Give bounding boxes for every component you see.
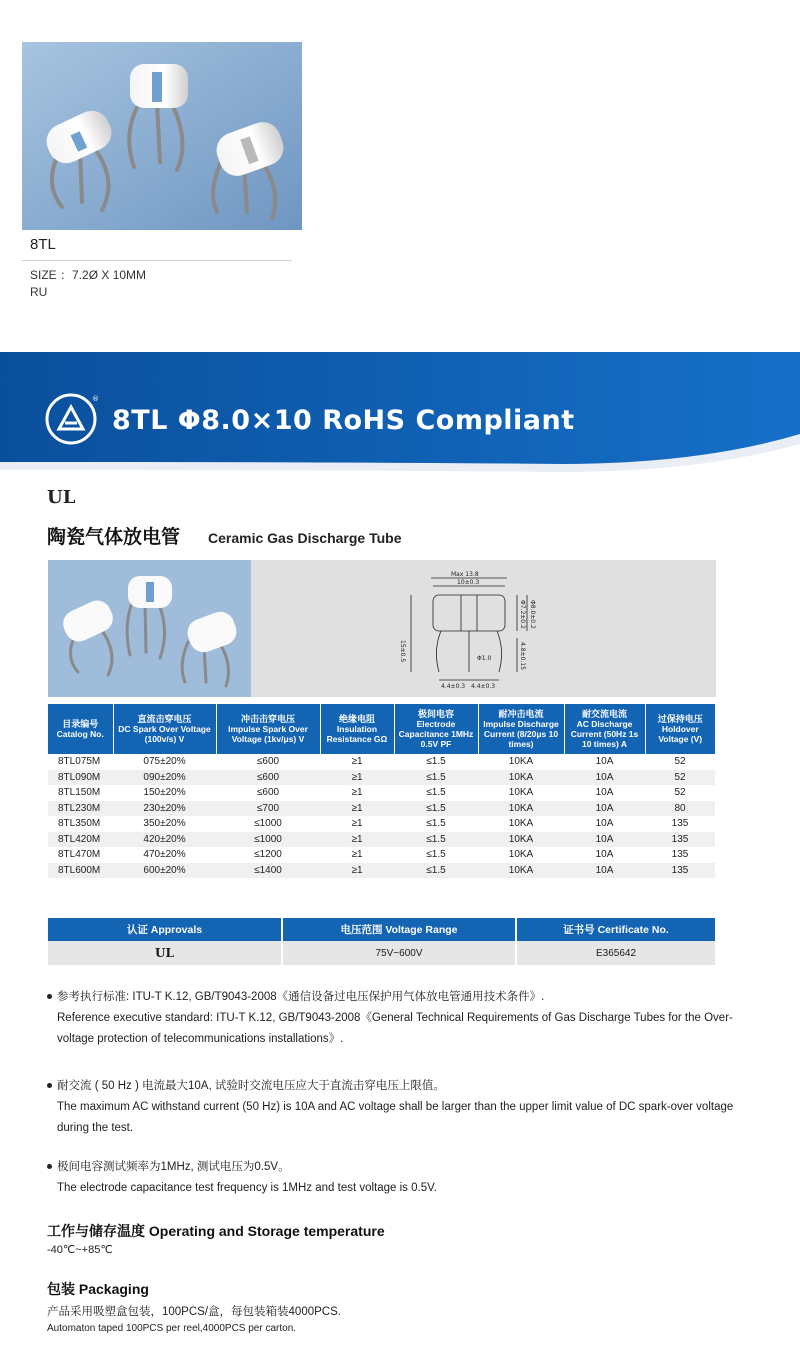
gas-tube-photo-illustration [22,42,302,230]
table-cell: 135 [645,863,715,879]
table-cell: 8TL600M [48,863,113,879]
table-cell: 52 [645,770,715,786]
table-cell: 135 [671,849,689,861]
packaging-line-cn: 产品采用吸塑盒包装，100PCS/盒，每包装箱装4000PCS. [47,1306,341,1318]
table-cell: ≥1 [351,756,363,768]
approvals-header: 认证 Approvals [48,918,282,941]
bullet-icon [47,1083,52,1088]
table-cell: ≤1.5 [394,801,478,817]
operating-heading: 工作与储存温度 Operating and Storage temperature [47,1223,385,1239]
table-cell: 10A [564,832,645,848]
table-row [48,801,715,817]
table-cell: 10KA [478,863,564,879]
dim-pitch-left: 4.4±0.3 [441,683,466,690]
table-cell: ≥1 [351,787,363,799]
operating-value: -40℃~+85℃ [47,1244,113,1256]
table-cell: 10KA [478,832,564,848]
table-cell: 10A [564,863,645,879]
table-cell: 10A [595,849,614,861]
header-holdover: 过保持电压 Holdover Voltage (V) [645,704,715,754]
header-catalog: 目录编号 Catalog No. [48,704,113,754]
table-cell: 135 [671,818,689,830]
table-cell: 8TL150M [58,787,101,799]
table-cell: 350±20% [143,818,186,830]
product-photo-small [48,560,251,697]
table-row [48,863,715,879]
dim-outer-diameter: Φ8.0±0.2 [529,600,536,629]
table-cell: 090±20% [113,770,216,786]
table-cell: 8TL230M [48,801,113,817]
table-cell: ≤1.5 [394,770,478,786]
table-cell: ≤1.5 [426,756,446,768]
table-cell: ≤1200 [254,849,282,861]
voltage-range-header: 电压范围 Voltage Range [282,918,516,941]
dim-lead-diameter: Φ1.0 [477,655,492,662]
product-name-en: Ceramic Gas Discharge Tube [208,530,402,546]
product-photo [22,42,302,230]
table-cell: ≥1 [320,863,394,879]
table-cell: 10KA [478,770,564,786]
table-row [48,847,715,863]
svg-text:®: ® [92,395,99,403]
table-cell: 8TL090M [48,770,113,786]
table-cell: ≤600 [256,756,280,768]
product-size: SIZE ：7.2Ø X 10MM [30,268,147,282]
ul-certification-mark: UL [47,487,76,508]
table-cell: 600±20% [113,863,216,879]
bullet-icon [47,994,52,999]
table-row [48,816,715,832]
header-insulation: 绝缘电阻 Insulation Resistance GΩ [320,704,394,754]
table-cell: ≤1.5 [394,832,478,848]
product-model: 8TL [30,236,56,253]
table-cell: ≤700 [216,801,320,817]
header-ac-current: 耐交流电流 AC Discharge Current (50Hz 1s 10 times) A [564,704,645,754]
packaging-heading: 包装 Packaging [47,1281,149,1297]
table-cell: 10A [595,756,614,768]
table-cell: ≤1.5 [426,787,446,799]
note-standard: 参考执行标准: ITU-T K.12, GB/T9043-2008《通信设备过电压保护用气体放电管通用技术条件》. Reference executive standard: ITU-T K.12, GB/T9043-2008《General Technical Requirements of Gas Discharge Tubes for the Over-voltage protection of telecommunications installations》. [47,987,747,1050]
table-cell: 8TL470M [58,849,101,861]
table-cell: 135 [645,832,715,848]
table-cell: ≤1.5 [394,863,478,879]
table-cell: ≥1 [320,832,394,848]
table-cell: ≤1000 [254,818,282,830]
table-cell: 075±20% [143,756,186,768]
table-cell: ≥1 [320,801,394,817]
header-impulse-spark: 冲击击穿电压 Impulse Spark Over Voltage (1kv/μs) V [216,704,320,754]
header-dc-spark: 直流击穿电压 DC Spark Over Voltage (100v/s) V [113,704,216,754]
product-certification: RU [30,285,48,299]
bullet-icon [47,1164,52,1169]
spec-header-row [48,704,715,754]
table-cell: 420±20% [113,832,216,848]
table-cell: 10KA [508,787,534,799]
table-cell: 80 [645,801,715,817]
table-cell: 8TL420M [48,832,113,848]
voltage-range-value: 75V~600V [282,941,516,965]
table-cell: 10A [595,787,614,799]
table-cell: 10A [595,818,614,830]
table-cell: ≤600 [256,787,280,799]
approval-ul-mark: UL [48,941,282,965]
certificate-header: 证书号 Certificate No. [516,918,715,941]
dimension-drawing [251,560,716,697]
table-cell: 150±20% [143,787,186,799]
table-cell: 10KA [508,849,534,861]
table-row [48,754,715,770]
dim-height: 15±0.5 [399,640,406,663]
table-row [48,785,715,801]
table-cell: 52 [674,756,686,768]
packaging-line-en: Automaton taped 100PCS per reel,4000PCS per carton. [47,1323,297,1334]
table-cell: 8TL350M [58,818,101,830]
table-cell: ≤1.5 [426,818,446,830]
table-cell: ≥1 [351,849,363,861]
page-title: 8TL Φ8.0×10 RoHS Compliant [112,405,575,436]
table-cell: ≤1000 [216,832,320,848]
table-cell: ≤1.5 [426,849,446,861]
company-logo-icon [45,393,97,445]
approvals-table [48,918,715,965]
table-cell: 10A [564,770,645,786]
table-row [48,832,715,848]
dim-pitch-right: 4.4±0.3 [471,683,496,690]
table-cell: ≥1 [320,770,394,786]
table-cell: 10KA [478,801,564,817]
table-cell: 10KA [508,756,534,768]
table-cell: 10A [564,801,645,817]
product-name-cn: 陶瓷气体放电管 [47,527,181,548]
dim-inner-diameter: Φ7.2±0.2 [519,600,526,629]
table-cell: ≤1400 [216,863,320,879]
table-cell: 8TL075M [58,756,101,768]
dim-max-length: Max 13.8 [451,571,479,578]
table-cell: 52 [674,787,686,799]
table-cell: 470±20% [143,849,186,861]
header-impulse-current: 耐冲击电流 Impulse Discharge Current (8/20μs 10 times) [478,704,564,754]
header-capacitance: 极间电容 Electrode Capacitance 1MHz 0.5V PF [394,704,478,754]
dim-length: 10±0.3 [457,579,480,586]
table-cell: ≥1 [351,818,363,830]
spec-table [48,704,715,878]
table-cell: 230±20% [113,801,216,817]
certificate-number: E365642 [516,941,715,965]
table-cell: ≤600 [216,770,320,786]
table-row [48,770,715,786]
note-capacitance: 极间电容测试频率为1MHz, 测试电压为0.5V。 The electrode capacitance test frequency is 1MHz and test voltage is 0.5V. [47,1157,747,1199]
dim-lead-offset: 4.8±0.15 [519,642,526,670]
note-ac-current: 耐交流 ( 50 Hz ) 电流最大10A, 试验时交流电压应大于直流击穿电压上限值。 The maximum AC withstand current (50 Hz) is 10A and AC voltage shall be larger than the upper limit value of DC spark-over voltage during the test. [47,1076,747,1139]
table-cell: 10KA [508,818,534,830]
divider [22,260,292,261]
